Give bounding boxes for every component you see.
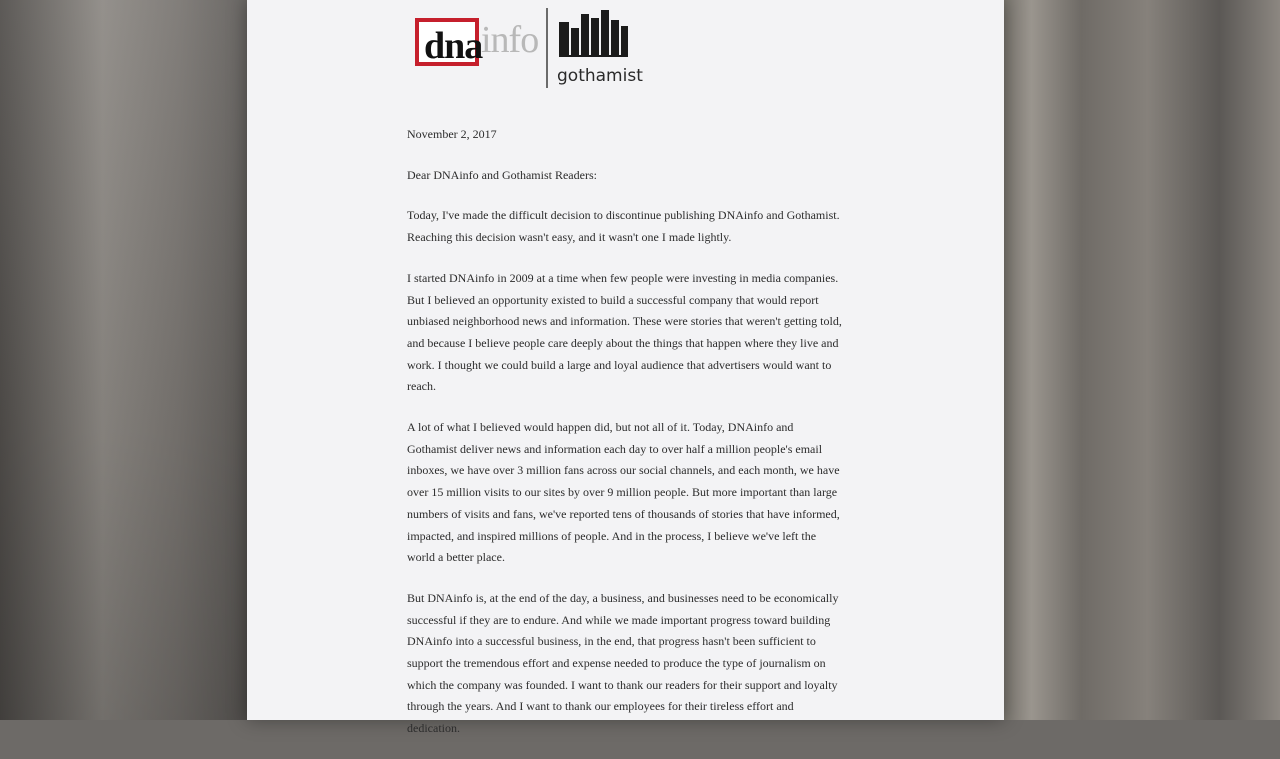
blurred-background-left: [0, 0, 247, 720]
letter-paragraph: A lot of what I believed would happen did, but not all of it. Today, DNAinfo and Gothamist deliver news and information each day to over half a million people's email inboxes, we have over 3 million fans across our social channels, and each month, we have over 15 million visits to our sites by over 9 million people. But more important than large numbers of visits and fans, we've reported tens of thousands of stories that have informed, impacted, and inspired millions of people. And in the process, I believe we've left the world a better place.: [407, 420, 840, 565]
letterhead-logo: [415, 8, 643, 90]
skyline-icon: [557, 8, 629, 66]
letter-paragraph: But DNAinfo is, at the end of the day, a business, and businesses need to be economically successful if they are to endure. And while we made important progress toward building DNAinfo into a successful business, in the end, that progress hasn't been sufficient to support the tremendous effort and expense needed to produce the type of journalism on which the company was founded. I want to thank our readers for their support and loyalty through the years. And I want to thank our employees for their tireless effort and dedication.: [407, 590, 839, 736]
blurred-background-right: [1004, 0, 1280, 720]
letter-greeting: Dear DNAinfo and Gothamist Readers:: [407, 167, 597, 182]
dnainfo-logo-dna: dna: [424, 25, 483, 67]
gothamist-wordmark: gothamist: [557, 66, 643, 86]
letter-page: [247, 0, 1004, 736]
gothamist-logo: [557, 8, 643, 88]
letter-paragraph: I started DNAinfo in 2009 at a time when few people were investing in media companies. But I believed an opportunity existed to build a successful company that would report unbiased neighborhood news and information. These were stories that weren't getting told, and because I believe people care deeply about the things that happen where they live and work. I thought we could build a large and loyal audience that advertisers would want to reach.: [407, 270, 842, 394]
letter-date: November 2, 2017: [407, 127, 497, 141]
dnainfo-logo-info: info: [481, 19, 539, 61]
logo-divider: [546, 8, 548, 88]
letter-body: [407, 124, 844, 759]
dnainfo-logo-box: [415, 18, 483, 67]
letter-paragraph: Today, I've made the difficult decision to discontinue publishing DNAinfo and Gothamist. Reaching this decision wasn't easy, and it wasn't one I made lightly.: [407, 208, 840, 245]
